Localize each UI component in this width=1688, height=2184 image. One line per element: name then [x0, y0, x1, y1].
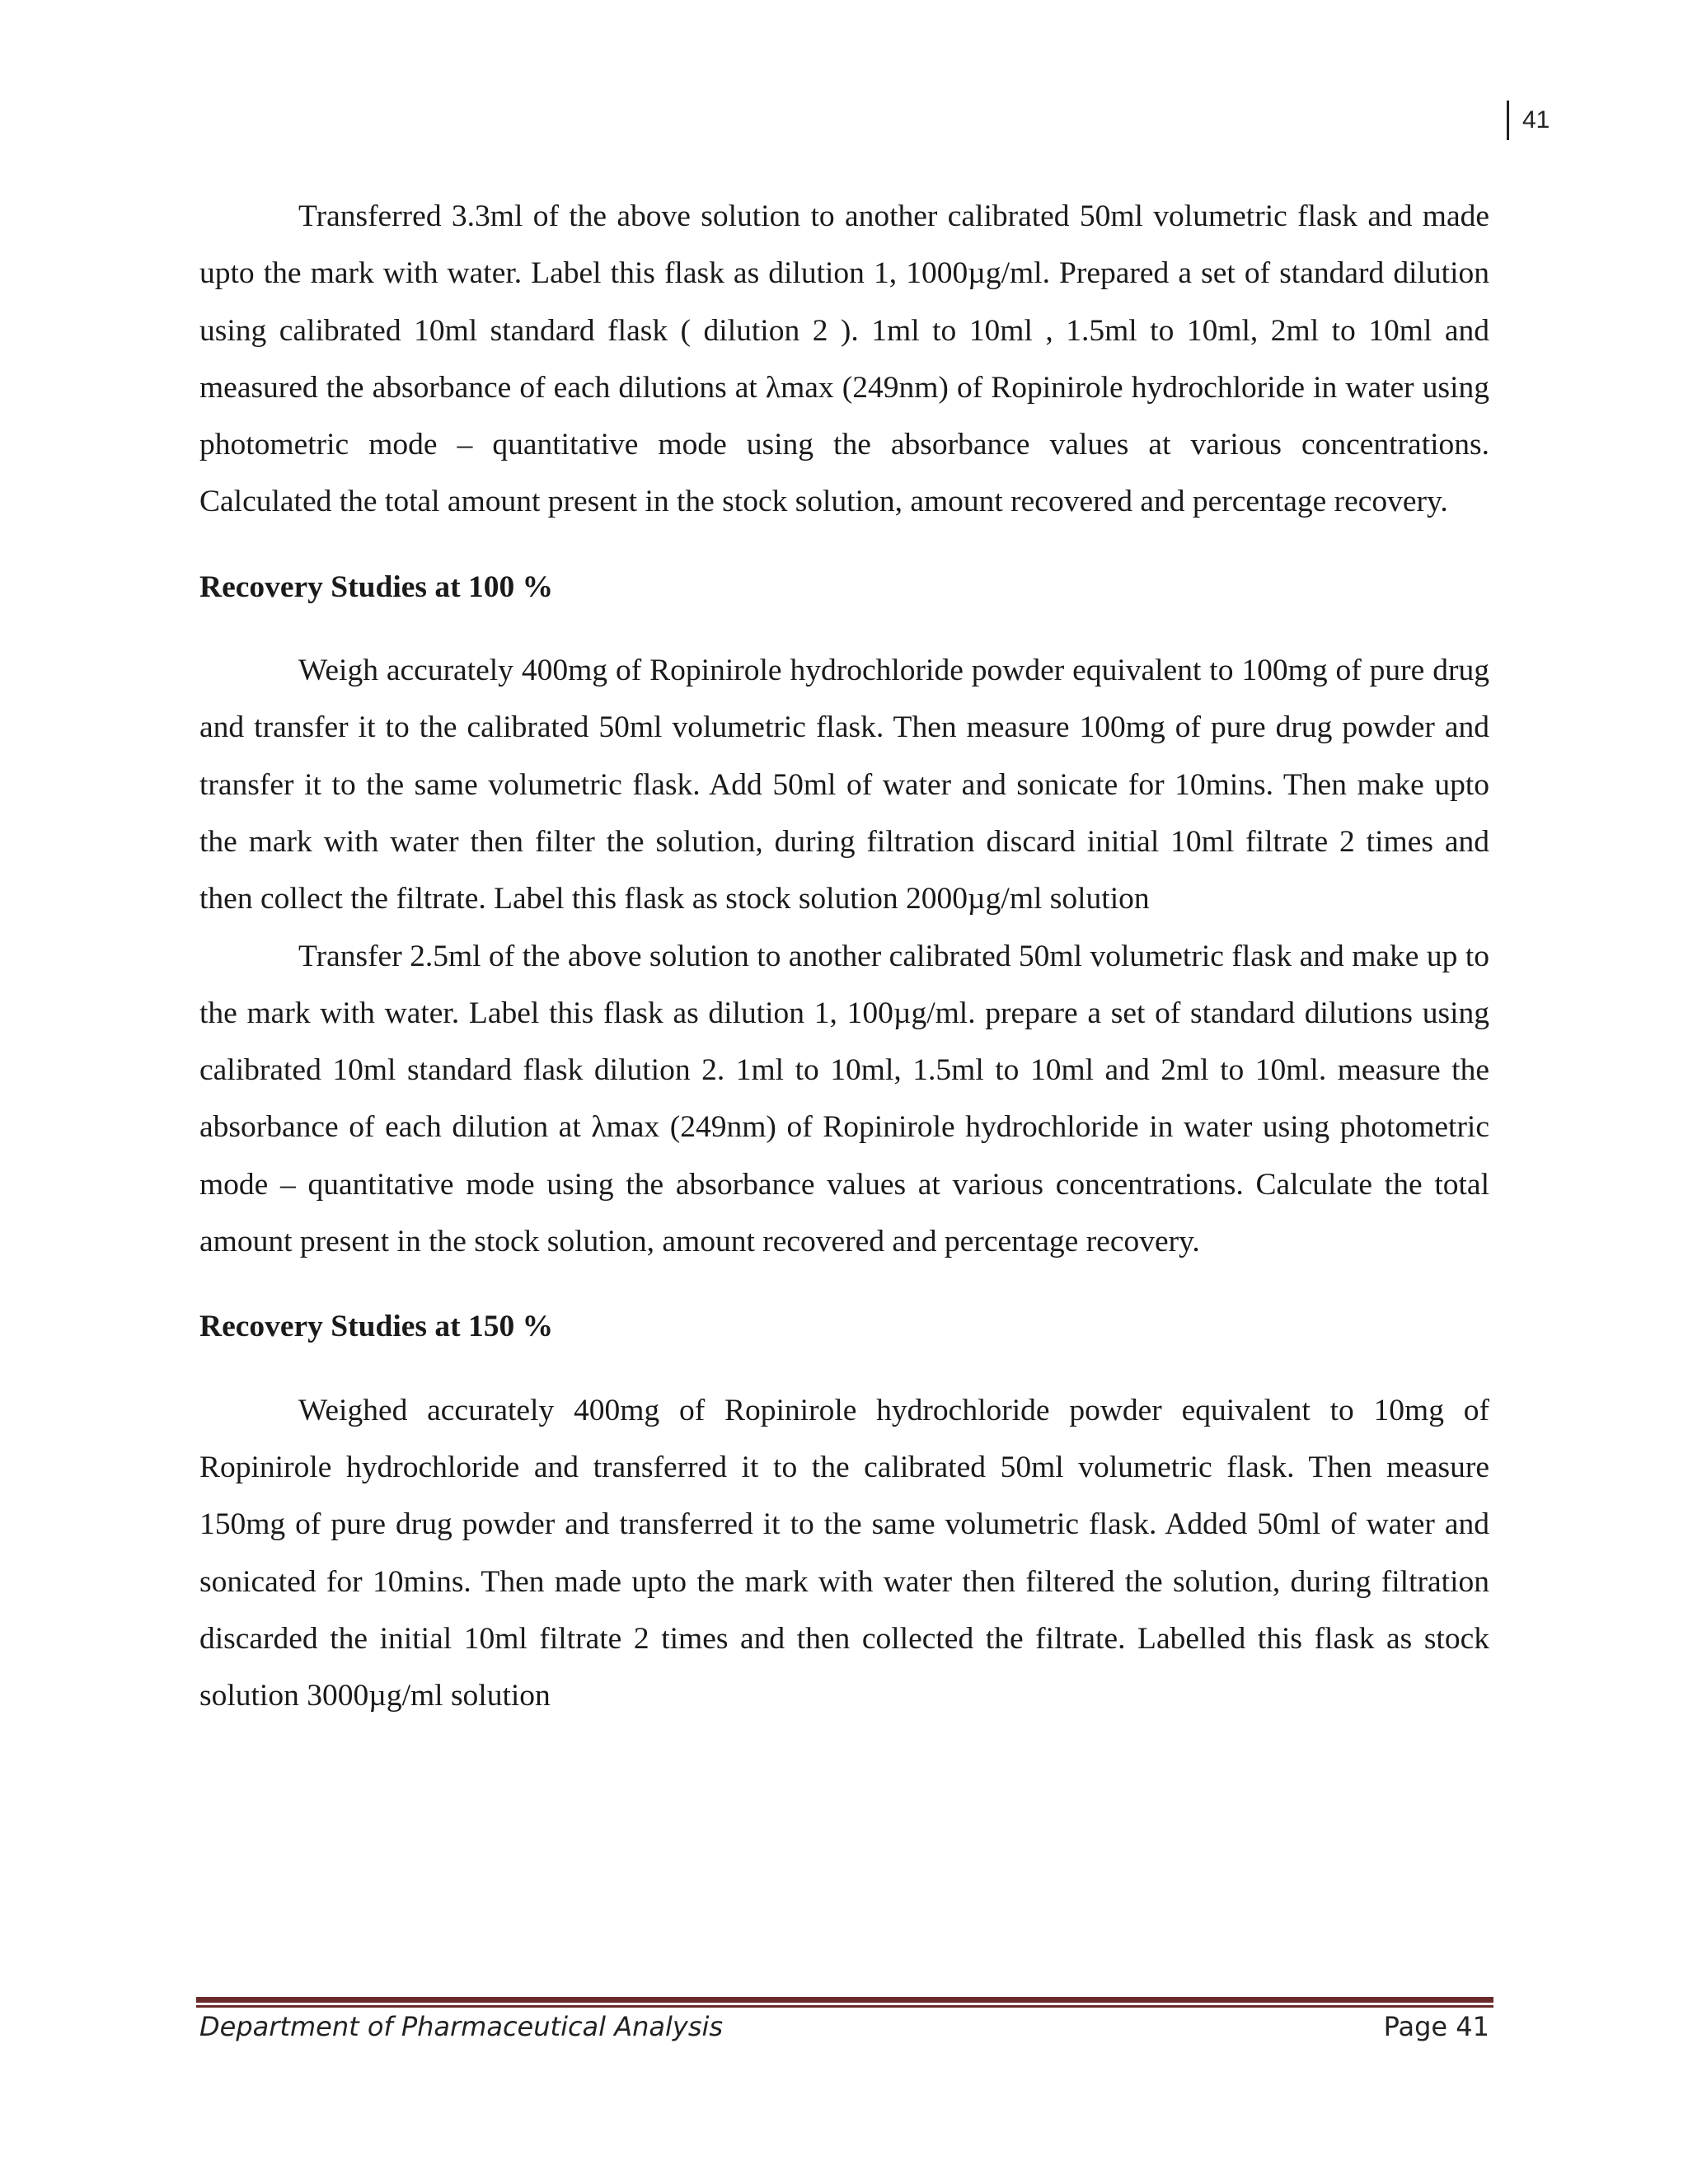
- footer-rule: [196, 1997, 1493, 2008]
- header-page-number: [1507, 102, 1550, 138]
- section-heading-100: Recovery Studies at 100 %: [199, 569, 554, 604]
- paragraph-3: Transfer 2.5ml of the above solution to another calibrated 50ml volumetric flask and make up to the mark with water. Label this flask as dilution 1, 100µg/ml. prepare a set of standard dilutions using calibrated 10ml standard flask dilution 2. 1ml to 10ml, 1.5ml to 10ml and 2ml to 10ml. measure the absorbance of each dilution at λmax (249nm) of Ropinirole hydrochloride in water using photometric mode – quantitative mode using the absorbance values at various concentrations. Calculate the total amount present in the stock solution, amount recovered and percentage recovery.: [199, 939, 1489, 1259]
- paragraph-2: Weigh accurately 400mg of Ropinirole hydrochloride powder equivalent to 100mg of pure drug and transfer it to the calibrated 50ml volumetric flask. Then measure 100mg of pure drug powder and transfer it to the same volumetric flask. Add 50ml of water and sonicate for 10mins. Then make upto the mark with water then filter the solution, during filtration discard initial 10ml filtrate 2 times and then collect the filtrate. Label this flask as stock solution 2000µg/ml solution: [199, 654, 1489, 916]
- footer-department: Department of Pharmaceutical Analysis: [199, 2011, 724, 2042]
- footer-page-label: Page 41: [1383, 2011, 1489, 2042]
- paragraph-1: Transferred 3.3ml of the above solution to another calibrated 50ml volumetric flask and made upto the mark with water. Label this flask as dilution 1, 1000µg/ml. Prepared a set of standard dilution using calibrated 10ml standard flask ( dilution 2 ). 1ml to 10ml , 1.5ml to 10ml, 2ml to 10ml and measured the absorbance of each dilutions at λmax (249nm) of Ropinirole hydrochloride in water using photometric mode – quantitative mode using the absorbance values at various concentrations. Calculated the total amount present in the stock solution, amount recovered and percentage recovery.: [199, 199, 1489, 519]
- section-heading-150: Recovery Studies at 150 %: [199, 1310, 554, 1344]
- page-number: 41: [1522, 106, 1550, 134]
- header-divider: [1507, 101, 1509, 140]
- page-footer: [199, 2011, 1489, 2042]
- page-body: [199, 188, 1489, 1724]
- paragraph-4: Weighed accurately 400mg of Ropinirole hydrochloride powder equivalent to 10mg of Ropinirole hydrochloride and transferred it to the calibrated 50ml volumetric flask. Then measure 150mg of pure drug powder and transferred it to the same volumetric flask. Added 50ml of water and sonicated for 10mins. Then made upto the mark with water then filtered the solution, during filtration discarded the initial 10ml filtrate 2 times and then collected the filtrate. Labelled this flask as stock solution 3000µg/ml solution: [199, 1393, 1489, 1713]
